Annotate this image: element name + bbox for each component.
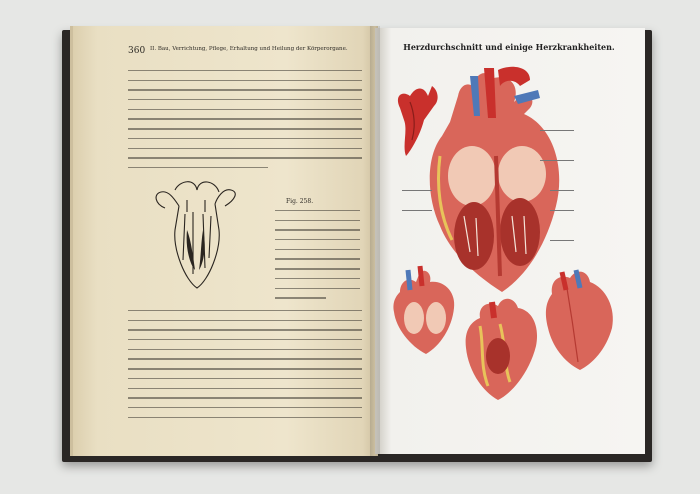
page-number: 360 [128, 46, 146, 56]
text-line [275, 220, 360, 221]
text-line [128, 339, 362, 340]
running-header: II. Bau, Verrichtung, Pflege, Erhaltung und Heilung der Körperorgane. [150, 46, 348, 52]
figure-caption-text [275, 210, 360, 307]
label-leader-line [550, 240, 574, 241]
heart-figure-3 [546, 270, 613, 370]
text-line [128, 358, 362, 359]
text-line [128, 80, 362, 81]
text-line [128, 109, 362, 110]
text-line [128, 417, 362, 418]
text-line [275, 268, 360, 269]
vessel-detail [398, 86, 438, 156]
label-leader-line [550, 210, 574, 211]
text-line [128, 70, 362, 71]
text-line [275, 210, 360, 211]
label-leader-line [540, 160, 574, 161]
heart-figure-1 [393, 266, 454, 354]
text-line [128, 118, 362, 119]
text-line [128, 320, 362, 321]
text-line [128, 368, 362, 369]
text-line [128, 397, 362, 398]
text-block-top [128, 70, 362, 177]
text-line [128, 157, 362, 158]
label-leader-line [402, 190, 432, 191]
text-line [128, 388, 362, 389]
text-line [275, 278, 360, 279]
label-leader-line [402, 210, 432, 211]
text-line [275, 229, 360, 230]
heart-figure-2 [466, 299, 537, 400]
label-leader-line [550, 190, 574, 191]
text-line [128, 407, 362, 408]
text-line [128, 138, 362, 139]
book-gutter [370, 26, 380, 456]
plate-title: Herzdurchschnitt und einige Herzkrankheiten. [403, 42, 615, 52]
text-line [128, 148, 362, 149]
text-line [275, 258, 360, 259]
text-line [128, 167, 268, 168]
label-leader-line [540, 130, 574, 131]
figure-caption-title: Fig. 258. [286, 198, 314, 205]
text-line [128, 310, 362, 311]
text-line [275, 239, 360, 240]
text-line [275, 249, 360, 250]
main-heart-section [430, 67, 559, 292]
text-line [128, 378, 362, 379]
heart-cross-section-illustration [380, 56, 642, 436]
text-line [128, 128, 362, 129]
heart-line-drawing [135, 170, 260, 300]
text-line [275, 297, 326, 298]
text-line [275, 288, 360, 289]
text-line [128, 349, 362, 350]
text-line [128, 329, 362, 330]
text-line [128, 99, 362, 100]
text-block-bottom [128, 310, 362, 426]
text-line [128, 89, 362, 90]
